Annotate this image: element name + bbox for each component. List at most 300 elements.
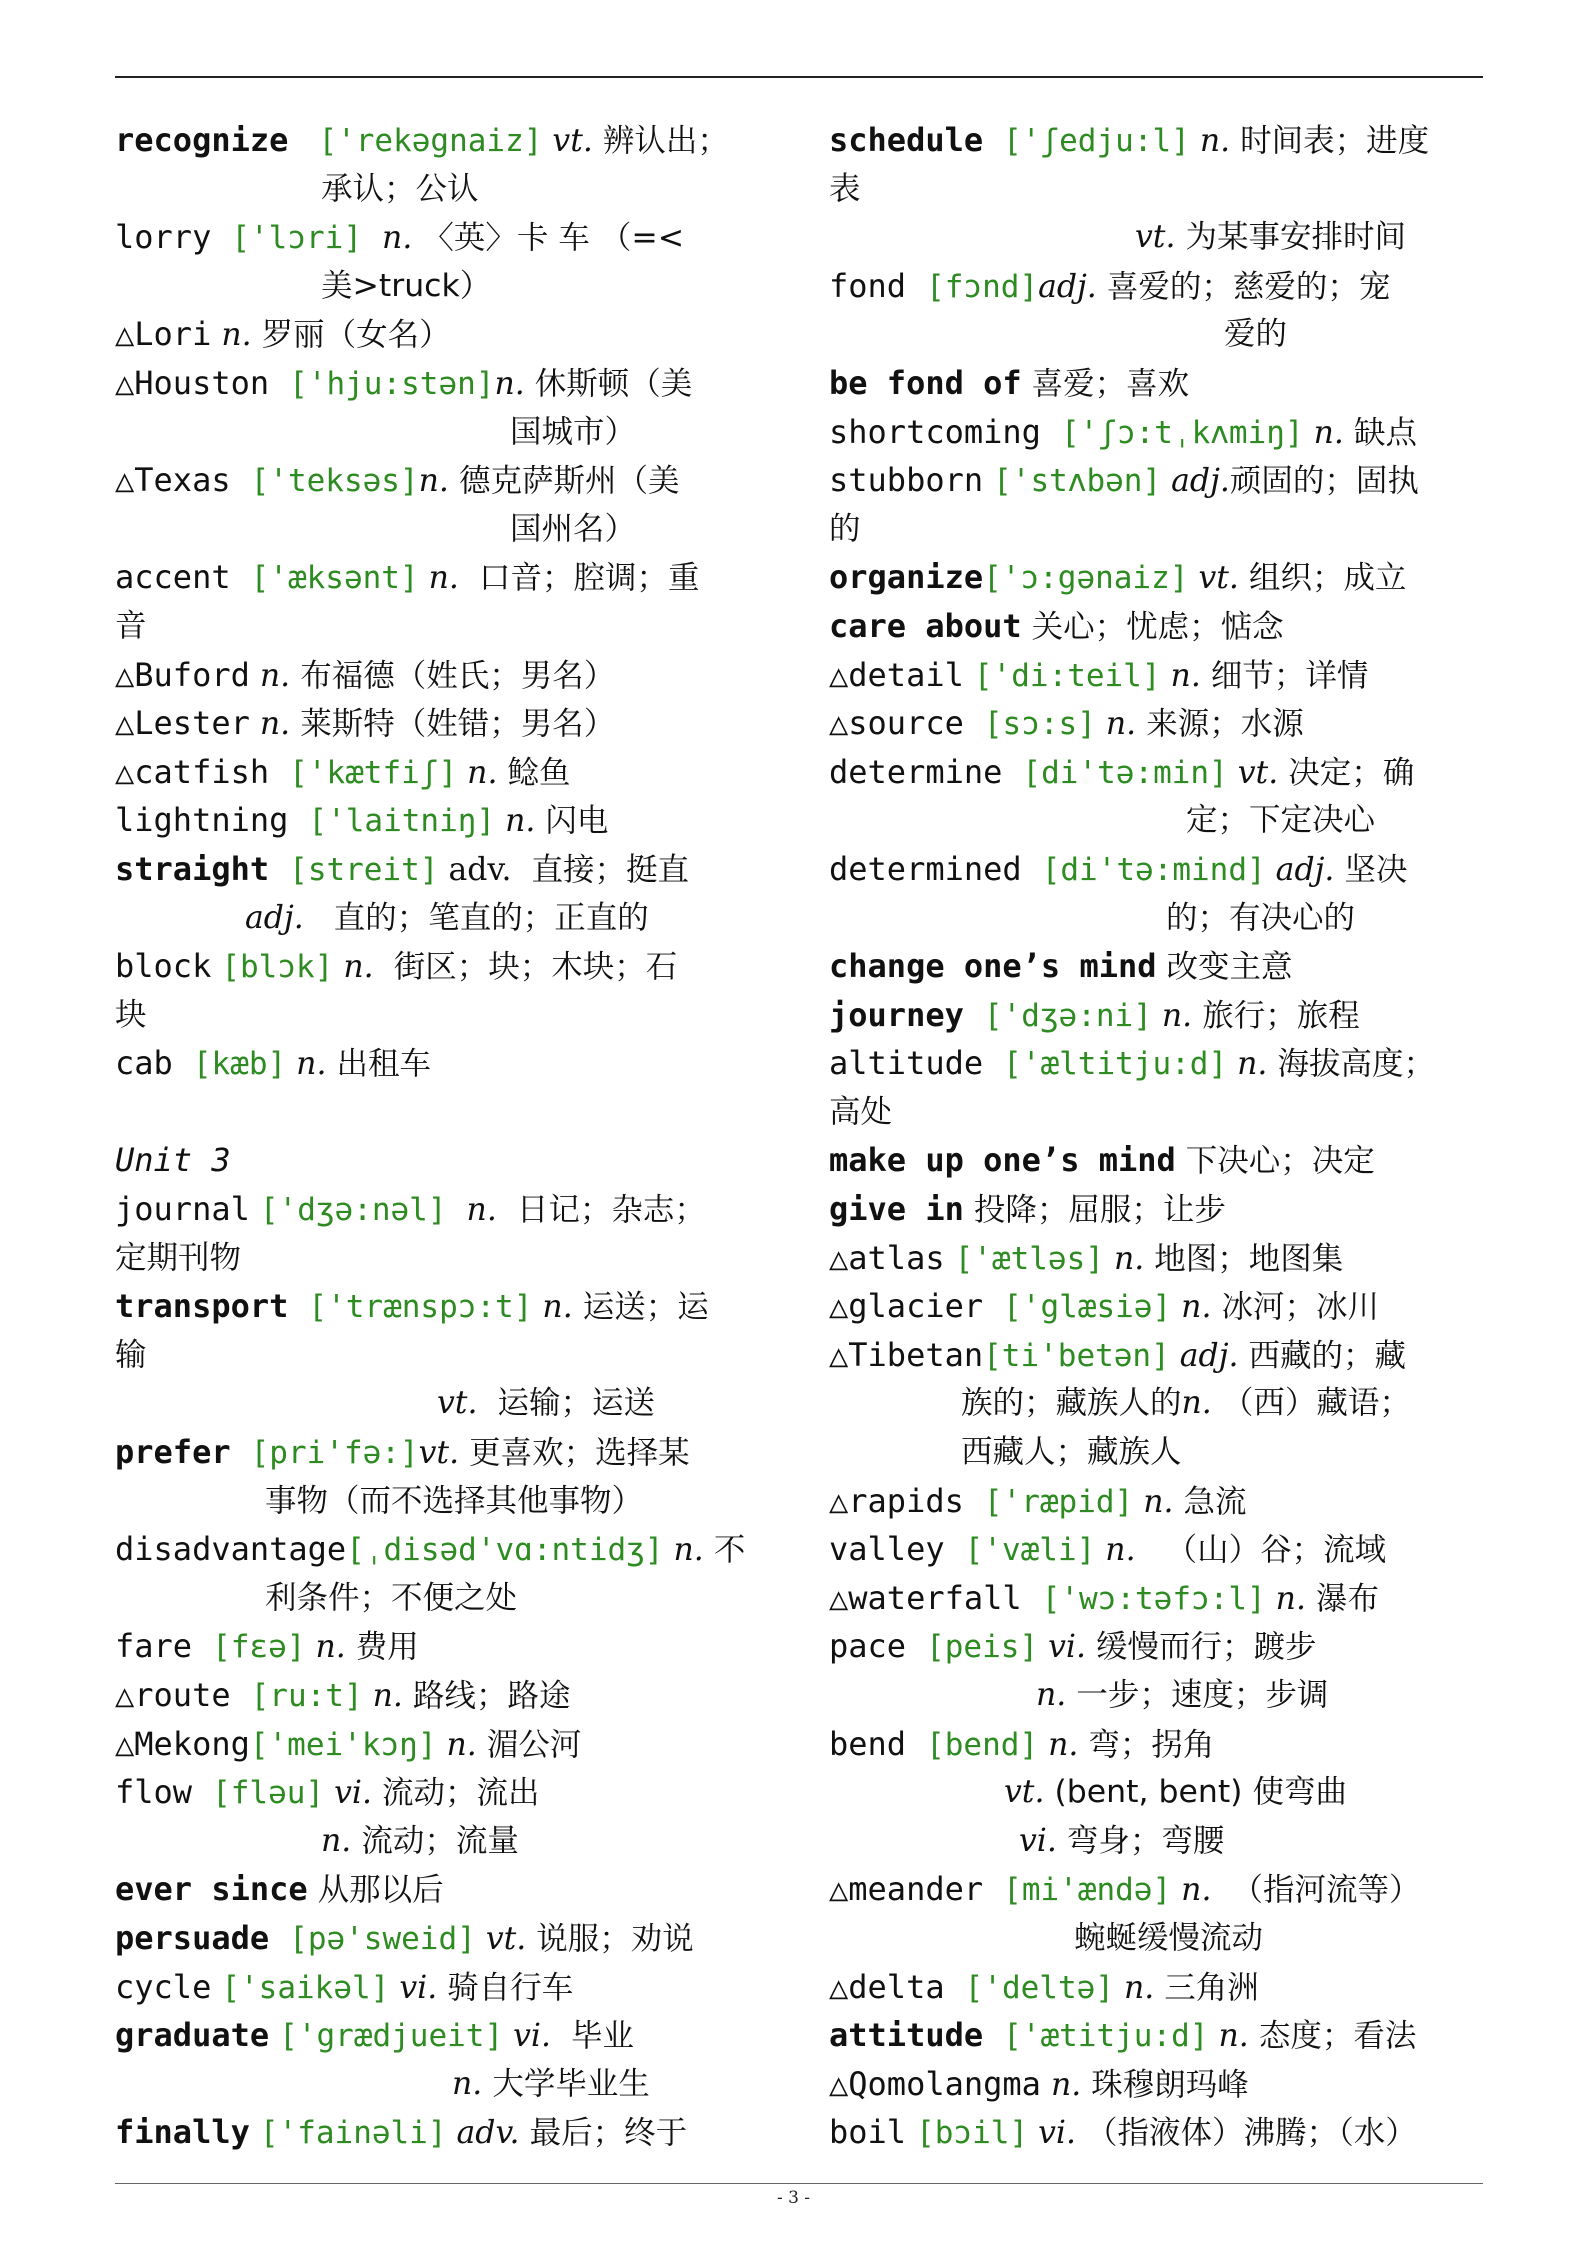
headword: attitude — [829, 2016, 984, 2055]
part-of-speech: n. — [1113, 1240, 1145, 1277]
headword: △catfish — [115, 752, 270, 791]
definition: 定；下定决心 — [1186, 802, 1376, 839]
part-of-speech: adj. — [1038, 268, 1097, 305]
phonetic: [di'tə:mind] — [1041, 851, 1266, 888]
headword: ever since — [115, 1870, 308, 1909]
headword: pace — [829, 1627, 907, 1666]
headword: shortcoming — [829, 412, 1041, 451]
part-of-speech: n. — [315, 1629, 346, 1666]
headword: △source — [829, 704, 964, 743]
part-of-speech: n. — [1181, 1289, 1212, 1326]
part-of-speech: n. — [1237, 1046, 1268, 1083]
headword: care about — [829, 606, 1022, 645]
entry-qomolangma — [829, 2060, 1489, 2109]
entry-continuation — [829, 165, 1489, 214]
entry-care-about — [829, 602, 1489, 651]
entry-bend — [829, 1720, 1489, 1769]
entry-waterfall — [829, 1574, 1489, 1623]
phonetic: ['æltitju:d] — [1003, 1046, 1228, 1083]
headword: △Lori — [115, 315, 212, 354]
phonetic: ['ʃɔ:tˌkʌmiŋ] — [1060, 414, 1304, 451]
definition: 罗丽（女名） — [261, 317, 451, 354]
phonetic: ['wɔ:təfɔ:l] — [1041, 1580, 1266, 1617]
entry-mekong — [115, 1720, 775, 1769]
phonetic: [bɔil] — [916, 2115, 1029, 2152]
part-of-speech: vi. — [399, 1969, 438, 2006]
entry-straight — [115, 845, 775, 894]
definition: 音 — [115, 607, 147, 644]
part-of-speech: vt. — [1004, 1774, 1045, 1811]
entry-continuation — [115, 894, 775, 943]
entry-continuation — [115, 505, 775, 554]
phonetic: ['ætitju:d] — [1003, 2018, 1209, 2055]
headword: finally — [115, 2113, 250, 2152]
part-of-speech: vt. — [1135, 219, 1176, 256]
entry-continuation — [829, 505, 1489, 554]
part-of-speech: n. — [466, 1192, 497, 1229]
part-of-speech: vi. — [1048, 1629, 1086, 1666]
phonetic: [fɛə] — [212, 1629, 306, 1666]
headword: △glacier — [829, 1287, 984, 1326]
definition: 的 — [829, 510, 861, 547]
part-of-speech: n. — [505, 803, 536, 840]
headword: altitude — [829, 1044, 984, 1083]
phonetic: ['ʃedju:l] — [1003, 123, 1190, 159]
definition: 闪电 — [545, 803, 609, 840]
phonetic: [pə'sweid] — [289, 1920, 476, 1957]
definition: 的；有决心的 — [1166, 899, 1356, 936]
phonetic: ['laitniŋ] — [308, 803, 496, 840]
definition: 下决心；决定 — [1185, 1143, 1375, 1180]
part-of-speech: n. — [1275, 1580, 1306, 1617]
entry-fare — [115, 1622, 775, 1671]
entry-persuade — [115, 1914, 775, 1963]
definition: 〈英〉卡 车 （=< — [422, 220, 685, 257]
definition: 急流 — [1183, 1483, 1247, 1520]
phonetic: ['ɔ:gənaiz] — [983, 560, 1189, 597]
definition: 为某事安排时间 — [1185, 219, 1406, 256]
entry-glacier — [829, 1282, 1489, 1331]
part-of-speech: n. — [1143, 1483, 1174, 1520]
definition: （指液体）沸腾；（水） — [1085, 2115, 1417, 2152]
part-of-speech: n. — [673, 1532, 704, 1569]
headword: give in — [829, 1190, 964, 1229]
headword: journey — [829, 995, 964, 1034]
definition: 流动；流量 — [361, 1822, 519, 1859]
entry-delta — [829, 1963, 1489, 2012]
phonetic: ['deltə] — [964, 1969, 1114, 2006]
definition: 路线；路途 — [412, 1678, 571, 1714]
definition: 海拔高度； — [1277, 1046, 1435, 1083]
headword: △Qomolangma — [829, 2064, 1041, 2103]
entry-finally — [115, 2108, 775, 2157]
part-of-speech: adv. — [456, 2115, 520, 2152]
phonetic: ['ætləs] — [954, 1240, 1104, 1277]
phonetic: ['saikəl] — [221, 1969, 390, 2006]
part-of-speech: vt. — [418, 1435, 460, 1472]
headword: fare — [115, 1627, 193, 1666]
entry-continuation — [829, 1379, 1489, 1428]
definition: 承认；公认 — [321, 170, 479, 207]
entry-accent — [115, 553, 775, 602]
definition: 坚决 — [1344, 851, 1408, 888]
definition: 冰河；冰川 — [1221, 1289, 1379, 1326]
headword: boil — [829, 2113, 907, 2152]
part-of-speech: n. — [428, 560, 459, 597]
headword: schedule — [829, 121, 984, 159]
definition: 地图；地图集 — [1154, 1240, 1344, 1277]
headword: △delta — [829, 1967, 945, 2006]
headword: graduate — [115, 2016, 270, 2055]
part-of-speech: n. — [1170, 657, 1201, 694]
part-of-speech: n. — [321, 1822, 352, 1859]
definition: 时间表；进度 — [1240, 123, 1430, 159]
entry-continuation — [115, 165, 775, 214]
definition: 表 — [829, 170, 861, 207]
part-of-speech: n. — [259, 706, 291, 743]
phonetic: ['grædjueit] — [279, 2018, 504, 2055]
phonetic: [peis] — [926, 1629, 1039, 1666]
entry-lorry — [115, 213, 775, 262]
spacer — [115, 1088, 775, 1137]
part-of-speech: n. — [1036, 1677, 1067, 1713]
entry-houston — [115, 359, 775, 408]
entry-continuation — [115, 991, 775, 1040]
definition: 说服；劝说 — [536, 1920, 694, 1957]
phonetic: ['dʒə:ni] — [983, 997, 1152, 1034]
entry-pace — [829, 1622, 1489, 1671]
headword: △Buford — [115, 655, 250, 694]
phonetic: ['lɔri] — [231, 220, 363, 257]
phonetic: [kæb] — [192, 1046, 287, 1083]
headword: fond — [829, 266, 907, 305]
entry-make-up-ones-mind — [829, 1136, 1489, 1185]
part-of-speech: n. — [418, 463, 449, 500]
definition: 投降；屈服；让步 — [973, 1192, 1226, 1229]
definition: 瀑布 — [1316, 1580, 1380, 1617]
headword: △detail — [829, 655, 964, 694]
part-of-speech: n. — [1048, 1726, 1079, 1763]
entry-detail — [829, 651, 1489, 700]
entry-transport — [115, 1282, 775, 1331]
entry-source — [829, 699, 1489, 748]
entry-altitude — [829, 1039, 1489, 1088]
headword: disadvantage — [115, 1530, 347, 1569]
part-of-speech: adj. — [245, 899, 304, 936]
definition: 辨认出； — [602, 123, 729, 159]
phonetic: [streit] — [289, 851, 439, 888]
part-of-speech: n. — [467, 754, 498, 791]
entry-shortcoming — [829, 408, 1489, 457]
definition: 组织；成立 — [1248, 560, 1407, 597]
part-of-speech: vt. — [485, 1920, 527, 1957]
entry-determined — [829, 845, 1489, 894]
entry-cab — [115, 1039, 775, 1088]
definition: 骑自行车 — [447, 1969, 574, 2006]
entry-schedule — [829, 116, 1489, 165]
part-of-speech: n. — [296, 1046, 327, 1083]
entry-continuation — [829, 894, 1489, 943]
phonetic: [bend] — [926, 1726, 1039, 1763]
part-of-speech: adj. — [1171, 463, 1230, 500]
page-number: - 3 - — [776, 2188, 811, 2208]
definition: 不 — [713, 1532, 746, 1569]
definition: 珠穆朗玛峰 — [1091, 2066, 1249, 2103]
part-of-speech: n. — [452, 2065, 483, 2102]
definition: 街区；块；木块；石 — [393, 949, 678, 986]
definition: 美>truck） — [321, 267, 492, 304]
entry-fond — [829, 262, 1489, 311]
definition: 国城市） — [510, 413, 637, 450]
definition: 直的；笔直的；正直的 — [333, 899, 649, 936]
definition: （西）藏语； — [1221, 1385, 1411, 1422]
headword: cab — [115, 1044, 173, 1083]
entry-cycle — [115, 1963, 775, 2012]
entry-attitude — [829, 2011, 1489, 2060]
definition: 莱斯特（姓错；男名） — [300, 706, 616, 743]
headword: determined — [829, 849, 1022, 888]
part-of-speech: n. — [1199, 123, 1231, 159]
phonetic: ['væli] — [964, 1532, 1096, 1569]
headword: △Texas — [115, 461, 231, 500]
definition: 族的；藏族人的 — [961, 1385, 1182, 1422]
part-of-speech: adj. — [1275, 851, 1335, 888]
headword: △route — [115, 1676, 231, 1714]
headword: accent — [115, 558, 231, 597]
entry-determine — [829, 748, 1489, 797]
headword: recognize — [115, 121, 289, 159]
definition: 国州名） — [510, 510, 637, 547]
definition: 西藏人；藏族人 — [961, 1434, 1182, 1471]
entry-continuation — [115, 602, 775, 651]
definition: 运输；运送 — [497, 1385, 656, 1422]
phonetic: ['stʌbən] — [993, 463, 1162, 500]
phonetic: [sɔ:s] — [983, 706, 1096, 743]
part-of-speech: n. — [542, 1289, 573, 1326]
definition: 决定；确 — [1288, 754, 1415, 791]
definition: 输 — [115, 1336, 147, 1373]
definition: 三角洲 — [1164, 1969, 1259, 2006]
definition: 喜爱；喜欢 — [1031, 365, 1190, 402]
phonetic: ['dʒə:nəl] — [259, 1192, 447, 1229]
part-of-speech: vt. — [1237, 754, 1279, 791]
definition: （山）谷；流域 — [1165, 1532, 1387, 1569]
headword: flow — [115, 1773, 193, 1812]
phonetic: [di'tə:min] — [1022, 754, 1228, 791]
right-column — [829, 116, 1489, 2157]
phonetic: ['di:teil] — [973, 657, 1161, 694]
entry-texas — [115, 456, 775, 505]
entry-disadvantage — [115, 1525, 775, 1574]
part-of-speech: vi. — [1038, 2115, 1076, 2152]
definition: 弯身；弯腰 — [1066, 1822, 1225, 1859]
headword: transport — [115, 1287, 289, 1326]
headword: lightning — [115, 801, 289, 840]
phonetic: [fɔnd] — [926, 268, 1039, 305]
phonetic: [ru:t] — [250, 1678, 363, 1714]
entry-continuation — [829, 796, 1489, 845]
entry-block — [115, 942, 775, 991]
definition: 直接；挺直 — [531, 851, 690, 888]
part-of-speech: n. — [1050, 2066, 1082, 2103]
entry-buford — [115, 651, 775, 700]
phonetic: ['ræpid] — [983, 1483, 1134, 1520]
phonetic: ['rekəgnaiz] — [318, 123, 543, 159]
entry-continuation — [115, 1574, 775, 1623]
headword: journal — [115, 1190, 250, 1229]
entry-give-in — [829, 1185, 1489, 1234]
part-of-speech: vi. — [513, 2018, 552, 2055]
definition: 来源；水源 — [1146, 706, 1304, 743]
headword: △meander — [829, 1870, 984, 1909]
entry-journal — [115, 1185, 775, 1234]
entry-rapids — [829, 1477, 1489, 1526]
definition: （指河流等） — [1231, 1872, 1421, 1909]
definition: 出租车 — [336, 1046, 432, 1083]
entry-atlas — [829, 1234, 1489, 1283]
headword: determine — [829, 752, 1003, 791]
definition: 改变主意 — [1166, 949, 1293, 986]
part-of-speech: n. — [382, 220, 413, 257]
entry-continuation — [829, 1088, 1489, 1137]
headword: △Mekong — [115, 1724, 250, 1763]
entry-boil — [829, 2108, 1489, 2157]
part-of-speech: vt. — [552, 123, 593, 159]
phonetic: ['mei'kɔŋ] — [249, 1726, 437, 1763]
definition: 德克萨斯州（美 — [458, 463, 680, 500]
headword: stubborn — [829, 461, 984, 500]
phonetic: [ti'betən] — [983, 1337, 1170, 1374]
part-of-speech: n. — [494, 365, 525, 402]
entry-continuation — [829, 310, 1489, 359]
headword: cycle — [115, 1967, 212, 2006]
headword: △Houston — [115, 363, 270, 402]
entry-flow — [115, 1768, 775, 1817]
entry-continuation — [115, 1379, 775, 1428]
entry-continuation — [829, 1768, 1489, 1817]
definition: 西藏的；藏 — [1248, 1337, 1407, 1374]
part-of-speech: n. — [1105, 706, 1137, 743]
entry-continuation — [115, 1234, 775, 1283]
phonetic: ['glæsiə] — [1003, 1289, 1172, 1326]
definition: 口音；腔调；重 — [478, 560, 700, 597]
entry-continuation — [829, 1671, 1489, 1720]
phonetic: [mi'ændə] — [1003, 1872, 1172, 1909]
entry-lester — [115, 699, 775, 748]
definition: 费用 — [355, 1629, 419, 1666]
part-of-speech: n. — [372, 1678, 403, 1714]
entry-valley — [829, 1525, 1489, 1574]
definition: 弯；拐角 — [1088, 1726, 1215, 1763]
definition: 细节；详情 — [1210, 657, 1369, 694]
phonetic: [blɔk] — [221, 949, 334, 986]
part-of-speech: n. — [446, 1726, 477, 1763]
part-of-speech: n. — [1105, 1532, 1136, 1569]
headword: be fond of — [829, 363, 1022, 402]
part-of-speech: adj. — [1179, 1337, 1239, 1374]
phonetic: ['teksəs] — [250, 463, 419, 500]
definition: 大学毕业生 — [492, 2065, 650, 2102]
definition: 事物（而不选择其他事物） — [265, 1482, 644, 1519]
headword: make up one’s mind — [829, 1141, 1176, 1180]
part-of-speech: n. — [259, 657, 291, 694]
entry-recognize — [115, 116, 775, 165]
entry-catfish — [115, 748, 775, 797]
phonetic: ['hju:stən] — [289, 365, 495, 402]
entry-journey — [829, 991, 1489, 1040]
headword: △Lester — [115, 704, 250, 743]
unit-heading — [115, 1136, 775, 1185]
entry-stubborn — [829, 456, 1489, 505]
headword: prefer — [115, 1433, 231, 1472]
definition: 蜿蜒缓慢流动 — [1074, 1919, 1264, 1956]
part-of-speech: n. — [1123, 1969, 1155, 2006]
part-of-speech: vt. — [1198, 560, 1239, 597]
headword: valley — [829, 1530, 945, 1569]
definition: 更喜欢；选择某 — [469, 1435, 690, 1472]
part-of-speech: vt. — [437, 1385, 478, 1422]
header-rule — [115, 76, 1483, 78]
entry-continuation — [115, 1477, 775, 1526]
entry-continuation — [829, 1914, 1489, 1963]
definition: 休斯顿（美 — [534, 365, 693, 402]
headword: block — [115, 947, 212, 986]
part-of-speech: vi. — [334, 1775, 372, 1812]
phonetic: [pri'fə:] — [250, 1435, 419, 1472]
headword: △waterfall — [829, 1578, 1022, 1617]
definition: 毕业 — [571, 2018, 635, 2055]
headword: lorry — [115, 218, 212, 257]
entry-prefer — [115, 1428, 775, 1477]
entry-continuation — [115, 408, 775, 457]
definition: 态度；看法 — [1258, 2018, 1417, 2055]
unit-title: Unit 3 — [115, 1141, 231, 1180]
left-column — [115, 116, 775, 2157]
entry-continuation — [115, 1331, 775, 1380]
entry-lightning — [115, 796, 775, 845]
entry-tibetan — [829, 1331, 1489, 1380]
definition: 块 — [115, 996, 147, 1033]
entry-continuation — [829, 213, 1489, 262]
definition: 顽固的；固执 — [1229, 463, 1419, 500]
part-of-speech: n. — [1181, 1872, 1212, 1909]
definition: 鲶鱼 — [507, 754, 571, 791]
definition: 从那以后 — [317, 1872, 444, 1909]
headword: organize — [829, 558, 984, 597]
headword: straight — [115, 849, 270, 888]
entry-continuation — [829, 1817, 1489, 1866]
entry-graduate — [115, 2011, 775, 2060]
entry-organize — [829, 553, 1489, 602]
definition: 高处 — [829, 1093, 893, 1130]
definition: 一步；速度；步调 — [1076, 1677, 1329, 1713]
part-of-speech: n. — [343, 949, 374, 986]
part-of-speech: n. — [221, 317, 252, 354]
headword: △rapids — [829, 1481, 964, 1520]
phonetic: ['kætfiʃ] — [289, 754, 458, 791]
definition: 旅行；旅程 — [1202, 997, 1360, 1034]
definition: 缓慢而行；踱步 — [1096, 1629, 1317, 1666]
definition: 最后；终于 — [529, 2115, 688, 2152]
headword: △Tibetan — [829, 1335, 984, 1374]
part-of-speech: n. — [1161, 997, 1193, 1034]
definition: 关心；忧虑；惦念 — [1031, 608, 1284, 645]
headword: persuade — [115, 1918, 270, 1957]
entry-be-fond-of — [829, 359, 1489, 408]
entry-lori — [115, 310, 775, 359]
part-of-speech: n. — [1218, 2018, 1249, 2055]
entry-change-ones-mind — [829, 942, 1489, 991]
